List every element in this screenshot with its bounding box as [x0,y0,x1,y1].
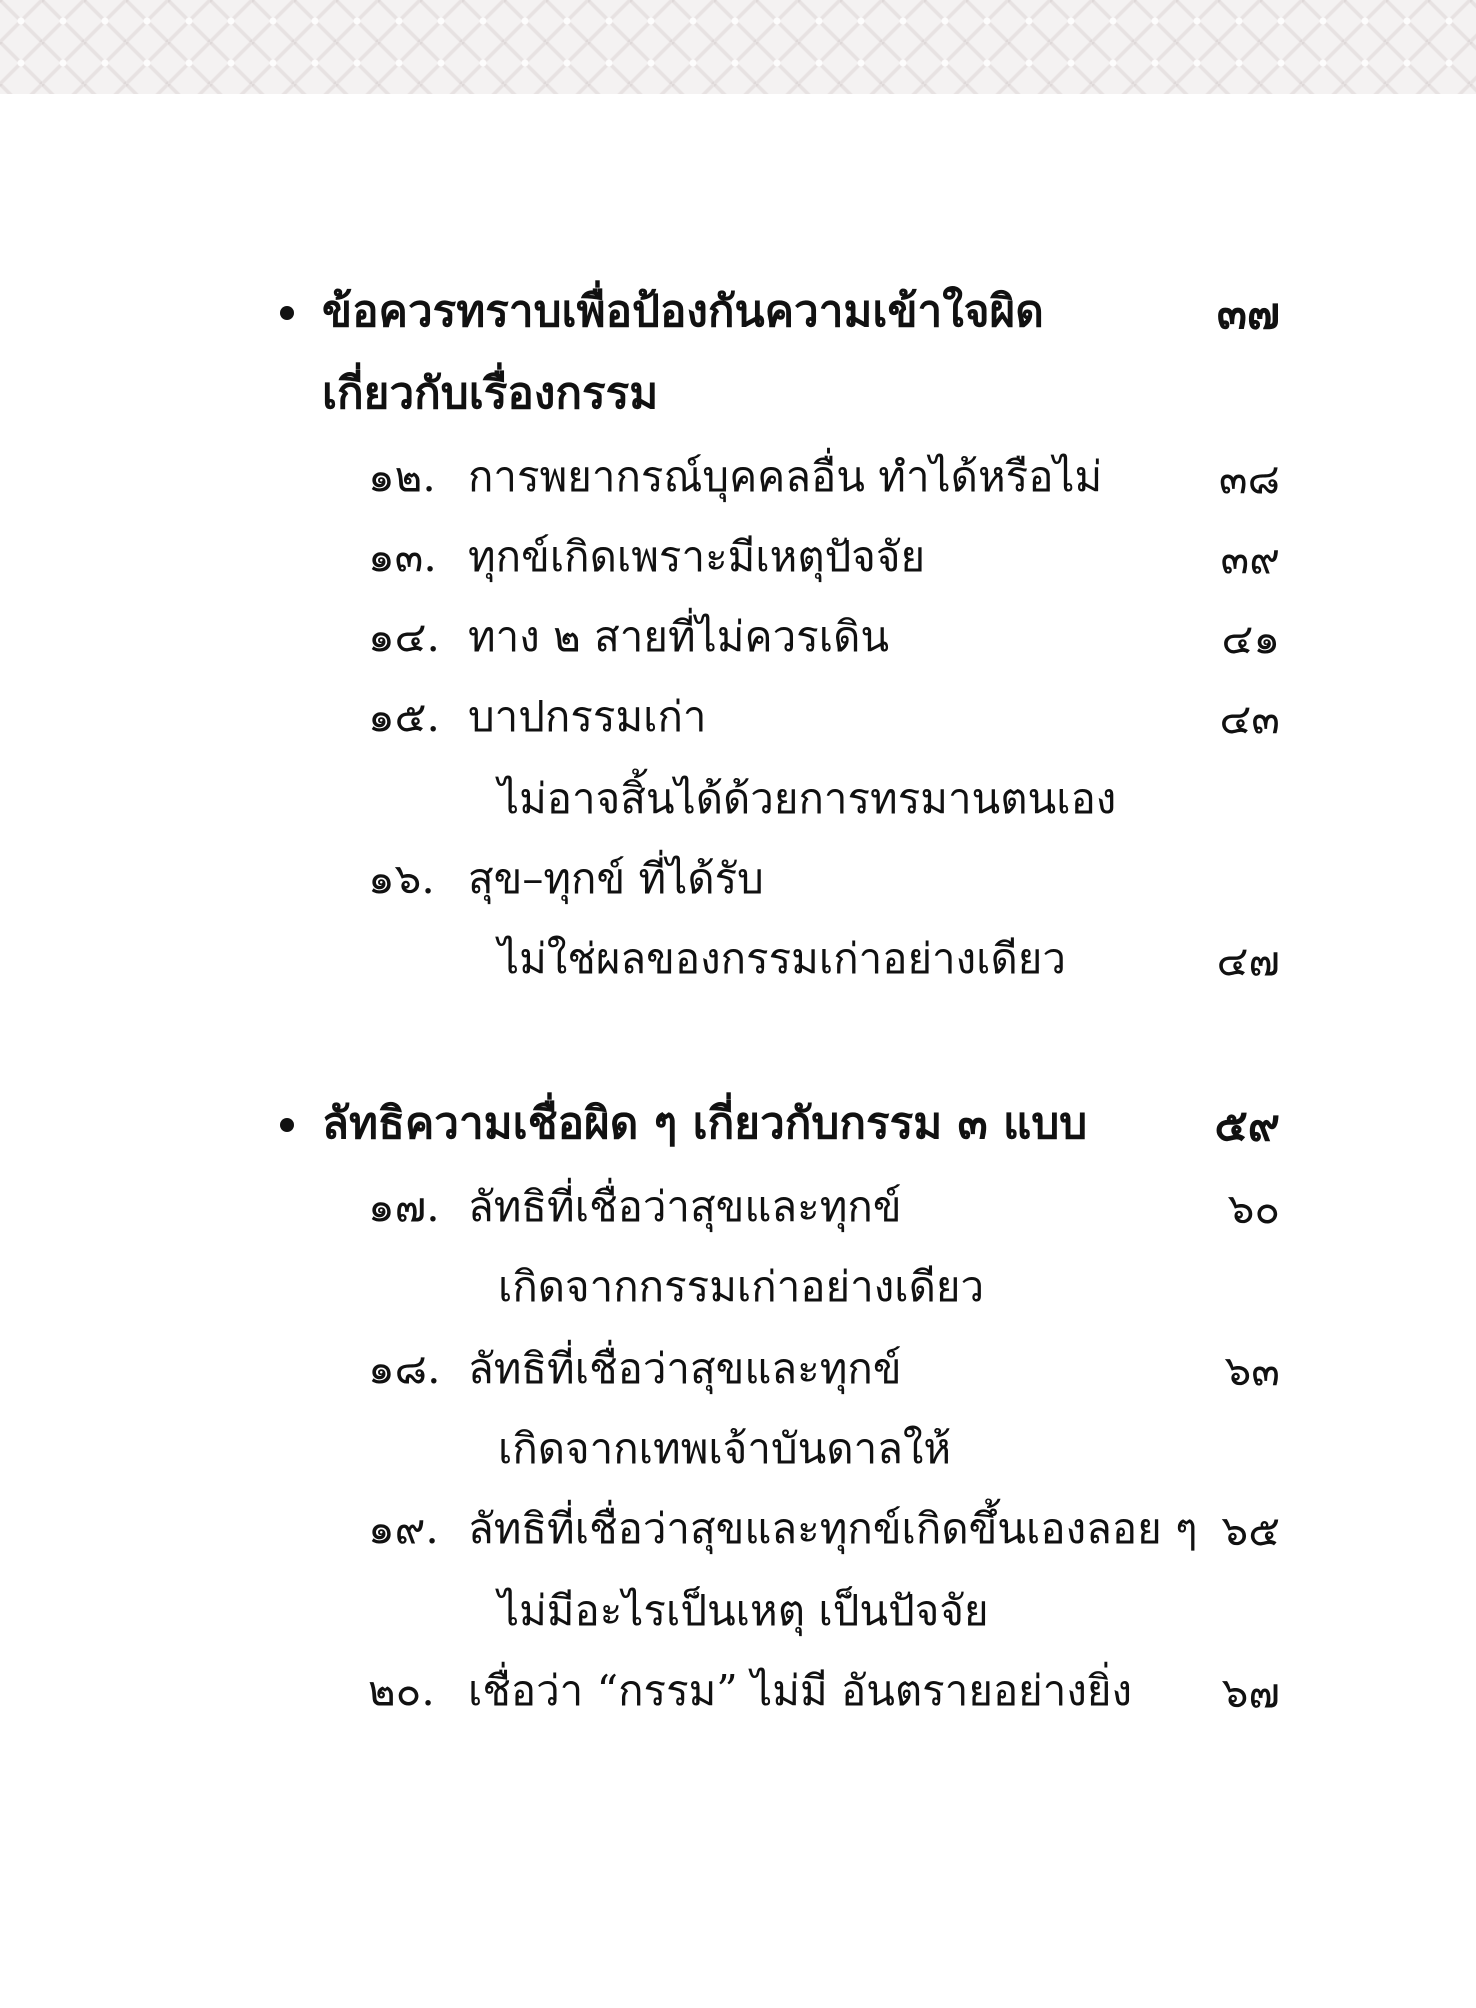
item-title: ลัทธิที่เชื่อว่าสุขและทุกข์ [468,1182,902,1231]
item-title-continued: เกิดจากกรรมเก่าอย่างเดียว [498,1262,985,1311]
item-page-number: ๔๓ [1219,694,1280,743]
item-title: การพยากรณ์บุคคลอื่น ทำได้หรือไม่ [468,452,1103,501]
item-title: ทาง ๒ สายที่ไม่ควรเดิน [468,612,890,661]
item-page-number: ๖๗ [1221,1668,1280,1717]
section-bullet-icon [280,306,294,320]
section-bullet-icon [280,1118,294,1132]
item-title: เชื่อว่า “กรรม” ไม่มี อันตรายอย่างยิ่ง [468,1666,1132,1715]
item-page-number: ๔๑ [1221,614,1280,663]
item-number: ๑๘. [368,1344,441,1393]
item-title-continued: เกิดจากเทพเจ้าบันดาลให้ [498,1424,952,1473]
item-page-number: ๖๕ [1221,1506,1280,1555]
item-page-number: ๓๙ [1220,534,1280,583]
item-number: ๑๖. [368,854,435,903]
item-page-number: ๓๘ [1218,454,1280,503]
item-title: ทุกข์เกิดเพราะมีเหตุปัจจัย [468,532,926,581]
section-title-continued: เกี่ยวกับเรื่องกรรม [322,368,659,419]
item-title: ลัทธิที่เชื่อว่าสุขและทุกข์ [468,1344,902,1393]
section-title: ข้อควรทราบเพื่อป้องกันความเข้าใจผิด [322,286,1044,337]
item-number: ๑๕. [368,692,440,741]
item-number: ๑๓. [368,532,437,581]
item-page-number: ๔๗ [1216,936,1280,985]
item-title-continued: ไม่อาจสิ้นได้ด้วยการทรมานตนเอง [498,774,1117,823]
item-number: ๒๐. [368,1666,435,1715]
item-number: ๑๒. [368,452,436,501]
item-title-continued: ไม่ใช่ผลของกรรมเก่าอย่างเดียว [498,934,1066,983]
item-title: ลัทธิที่เชื่อว่าสุขและทุกข์เกิดขึ้นเองลอย ๆ [468,1504,1198,1553]
item-number: ๑๙. [368,1504,439,1553]
item-title-continued: ไม่มีอะไรเป็นเหตุ เป็นปัจจัย [498,1586,989,1635]
section-page-number: ๓๗ [1216,288,1280,339]
item-title: บาปกรรมเก่า [468,692,707,741]
item-page-number: ๖๐ [1227,1184,1280,1233]
section-page-number: ๕๙ [1214,1100,1280,1151]
section-title: ลัทธิความเชื่อผิด ๆ เกี่ยวกับกรรม ๓ แบบ [322,1098,1088,1149]
item-page-number: ๖๓ [1224,1346,1280,1395]
item-number: ๑๗. [368,1182,440,1231]
item-title: สุข–ทุกข์ ที่ได้รับ [468,854,764,903]
item-number: ๑๔. [368,612,440,661]
